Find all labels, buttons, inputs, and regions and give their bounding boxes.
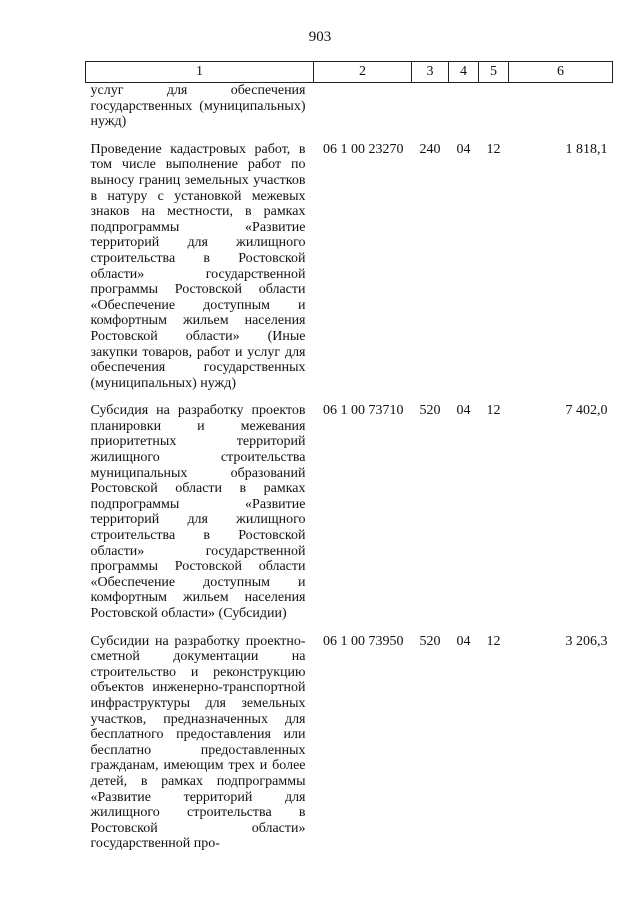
row-section: 04 xyxy=(456,403,471,419)
row-description: услуг для обеспечения государственных (муниципальных) нужд) xyxy=(90,83,306,130)
column-header-2: 2 xyxy=(314,62,412,83)
table-row xyxy=(86,628,613,858)
row-subsection xyxy=(479,83,509,136)
row-description: Субсидии на разработку проектно-сметной документации на строительство и реконструкцию объектов инженерно-транспортной инфраструктуры для земельных участков, предназначенных для бесплатного предоставления или бесплатно предоставленных гражданам, имеющим трех и более детей, в рамках подпрограммы «Развитие территорий для жилищного строительства в Ростовской области» государственной про- xyxy=(90,633,306,852)
column-header-4: 4 xyxy=(449,62,479,83)
column-header-1: 1 xyxy=(86,62,314,83)
column-header-6: 6 xyxy=(509,62,613,83)
row-target-code: 06 1 00 23270 xyxy=(323,141,404,157)
row-expense-type: 520 xyxy=(419,633,441,649)
row-subsection: 12 xyxy=(486,633,501,649)
budget-table xyxy=(85,61,613,858)
row-expense-type: 240 xyxy=(419,141,441,157)
table-row xyxy=(86,83,613,136)
column-header-5: 5 xyxy=(479,62,509,83)
row-target-code: 06 1 00 73950 xyxy=(323,633,404,649)
table-header-row xyxy=(86,62,613,83)
row-description: Субсидия на разработку проектов планировки и межевания приоритетных территорий жилищного строительства муниципальных образований Ростовской области в рамках подпрограммы «Развитие территорий для жилищного строительства в Ростовской области» государственной программы Ростовской области «Обеспечение доступным и комфортным жильем населения Ростовской области» (Субсидии) xyxy=(90,403,306,621)
row-description: Проведение кадастровых работ, в том числе выполнение работ по выносу границ земельных участков в натуру с установкой межевых знаков на местности, в рамках подпрограммы «Развитие территорий для жилищного строительства в Ростовской области» государственной программы Ростовской области «Обеспечение доступным и комфортным жильем населения Ростовской области» (Иные закупки товаров, работ и услуг для обеспечения государственных (муниципальных) нужд) xyxy=(90,141,306,391)
row-expense-type xyxy=(412,83,449,136)
row-target-code xyxy=(314,83,412,136)
row-section: 04 xyxy=(456,141,471,157)
row-amount: 7 402,0 xyxy=(565,403,608,419)
table-row xyxy=(86,397,613,627)
table-row xyxy=(86,136,613,398)
row-expense-type: 520 xyxy=(419,403,441,419)
row-amount: 3 206,3 xyxy=(565,633,608,649)
row-section xyxy=(449,83,479,136)
row-section: 04 xyxy=(456,633,471,649)
column-header-3: 3 xyxy=(412,62,449,83)
row-target-code: 06 1 00 73710 xyxy=(323,403,404,419)
page-number: 903 xyxy=(308,29,332,45)
row-amount xyxy=(509,83,613,136)
row-amount: 1 818,1 xyxy=(565,141,608,157)
row-subsection: 12 xyxy=(486,403,501,419)
row-subsection: 12 xyxy=(486,141,501,157)
